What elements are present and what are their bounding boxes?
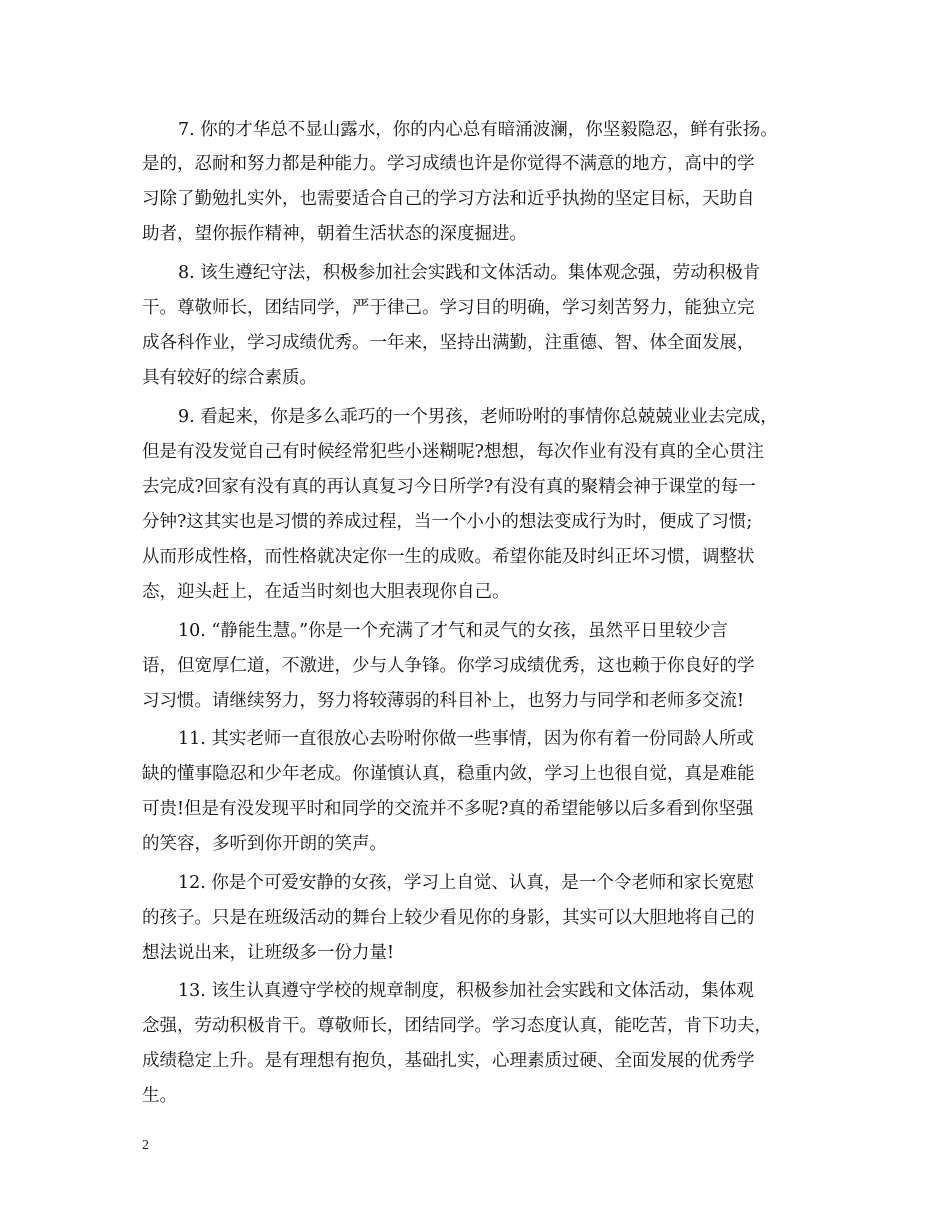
paragraph-line: 分钟?这其实也是习惯的养成过程，当一个小小的想法变成行为时，便成了习惯; [142, 512, 753, 532]
paragraph-line: 从而形成性格，而性格就决定你一生的成败。希望你能及时纠正坏习惯，调整状 [142, 547, 755, 567]
paragraph-line: 9. 看起来，你是多么乖巧的一个男孩，老师吩咐的事情你总兢兢业业去完成， [178, 407, 778, 427]
paragraph-line: 念强，劳动积极肯干。尊敬师长，团结同学。学习态度认真，能吃苦，肯下功夫， [142, 1016, 772, 1036]
paragraph-line: 语，但宽厚仁道，不激进，少与人争锋。你学习成绩优秀，这也赖于你良好的学 [142, 656, 755, 676]
paragraph-line: 的孩子。只是在班级活动的舞台上较少看见你的身影，其实可以大胆地将自己的 [142, 908, 755, 928]
paragraph-line: 助者，望你振作精神，朝着生活状态的深度掘进。 [142, 224, 527, 244]
paragraph-line: 13. 该生认真遵守学校的规章制度，积极参加社会实践和文体活动，集体观 [178, 981, 754, 1001]
paragraph-line: 具有较好的综合素质。 [142, 368, 317, 388]
paragraph-line: 去完成?回家有没有真的再认真复习今日所学?有没有真的聚精会神于课堂的每一 [142, 477, 756, 497]
paragraph-line: 10. “静能生慧。”你是一个充满了才气和灵气的女孩，虽然平日里较少言 [178, 621, 729, 641]
paragraph-line: 干。尊敬师长，团结同学，严于律己。学习目的明确，学习刻苦努力，能独立完 [142, 298, 755, 318]
paragraph-line: 12. 你是个可爱安静的女孩，学习上自觉、认真，是一个令老师和家长宽慰 [178, 873, 754, 893]
paragraph-line: 11. 其实老师一直很放心去吩咐你做一些事情，因为你有着一份同龄人所或 [178, 729, 754, 749]
paragraph-line: 是的，忍耐和努力都是种能力。学习成绩也许是你觉得不满意的地方，高中的学 [142, 154, 755, 174]
paragraph-line: 缺的懂事隐忍和少年老成。你谨慎认真，稳重内敛，学习上也很自觉，真是难能 [142, 764, 755, 784]
paragraph-line: 8. 该生遵纪守法，积极参加社会实践和文体活动。集体观念强，劳动积极肯 [178, 263, 761, 283]
paragraph-line: 的笑容，多听到你开朗的笑声。 [142, 834, 387, 854]
paragraph-line: 可贵!但是有没发现平时和同学的交流并不多呢?真的希望能够以后多看到你坚强 [142, 799, 754, 819]
paragraph-line: 但是有没发觉自己有时候经常犯些小迷糊呢?想想，每次作业有没有真的全心贯注 [142, 442, 764, 462]
paragraph-line: 想法说出来，让班级多一份力量! [142, 943, 395, 963]
paragraph-line: 成各科作业，学习成绩优秀。一年来，坚持出满勤，注重德、智、体全面发展， [142, 333, 755, 353]
paragraph-line: 习除了勤勉扎实外，也需要适合自己的学习方法和近乎执拗的坚定目标，天助自 [142, 189, 755, 209]
paragraph-line: 成绩稳定上升。是有理想有抱负，基础扎实，心理素质过硬、全面发展的优秀学 [142, 1051, 755, 1071]
paragraph-line: 7. 你的才华总不显山露水，你的内心总有暗涌波澜，你坚毅隐忍，鲜有张扬。 [178, 120, 778, 140]
paragraph-line: 生。 [142, 1086, 177, 1106]
paragraph-line: 习习惯。请继续努力，努力将较薄弱的科目补上，也努力与同学和老师多交流! [142, 691, 745, 711]
paragraph-line: 态，迎头赶上，在适当时刻也大胆表现你自己。 [142, 582, 510, 602]
page-number: 2 [142, 1138, 149, 1153]
